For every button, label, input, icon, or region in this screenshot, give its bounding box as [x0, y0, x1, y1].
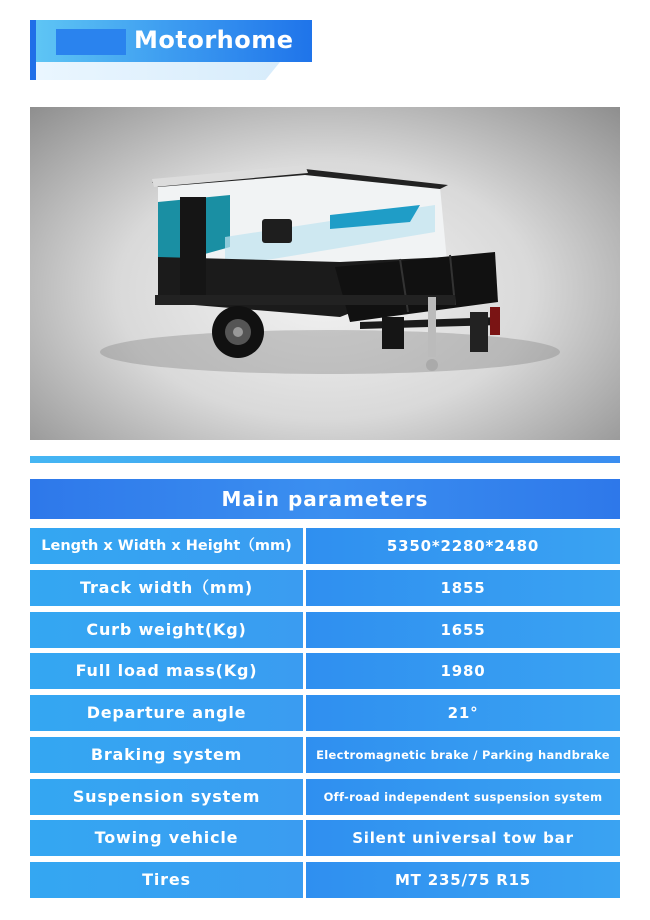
product-photo: [30, 107, 620, 440]
row-value: 1655: [306, 612, 620, 648]
row-value: 21°: [306, 695, 620, 731]
row-label: Tires: [30, 862, 303, 898]
row-value: 5350*2280*2480: [306, 528, 620, 564]
row-value: 1980: [306, 653, 620, 689]
table-row: [30, 612, 620, 648]
row-value: Electromagnetic brake / Parking handbrake: [306, 737, 620, 773]
row-label: Length x Width x Height（mm): [30, 528, 303, 564]
table-title: Main parameters: [30, 479, 620, 519]
page-header: [30, 20, 312, 80]
table-row: [30, 570, 620, 606]
header-banner: [36, 20, 312, 62]
section-divider: [30, 456, 620, 463]
row-value: 1855: [306, 570, 620, 606]
row-value: Silent universal tow bar: [306, 820, 620, 856]
row-value: MT 235/75 R15: [306, 862, 620, 898]
row-label: Towing vehicle: [30, 820, 303, 856]
table-row: [30, 653, 620, 689]
row-label: Full load mass(Kg): [30, 653, 303, 689]
table-row: [30, 862, 620, 898]
table-row: [30, 528, 620, 564]
row-label: Curb weight(Kg): [30, 612, 303, 648]
redacted-logo: [56, 29, 126, 55]
row-label: Suspension system: [30, 779, 303, 815]
table-row: [30, 695, 620, 731]
row-value: Off-road independent suspension system: [306, 779, 620, 815]
row-label: Departure angle: [30, 695, 303, 731]
row-label: Track width（mm): [30, 570, 303, 606]
page-title: Motorhome: [134, 26, 294, 54]
header-underbar: [36, 62, 280, 80]
table-row: [30, 737, 620, 773]
table-row: [30, 779, 620, 815]
row-label: Braking system: [30, 737, 303, 773]
table-row: [30, 820, 620, 856]
